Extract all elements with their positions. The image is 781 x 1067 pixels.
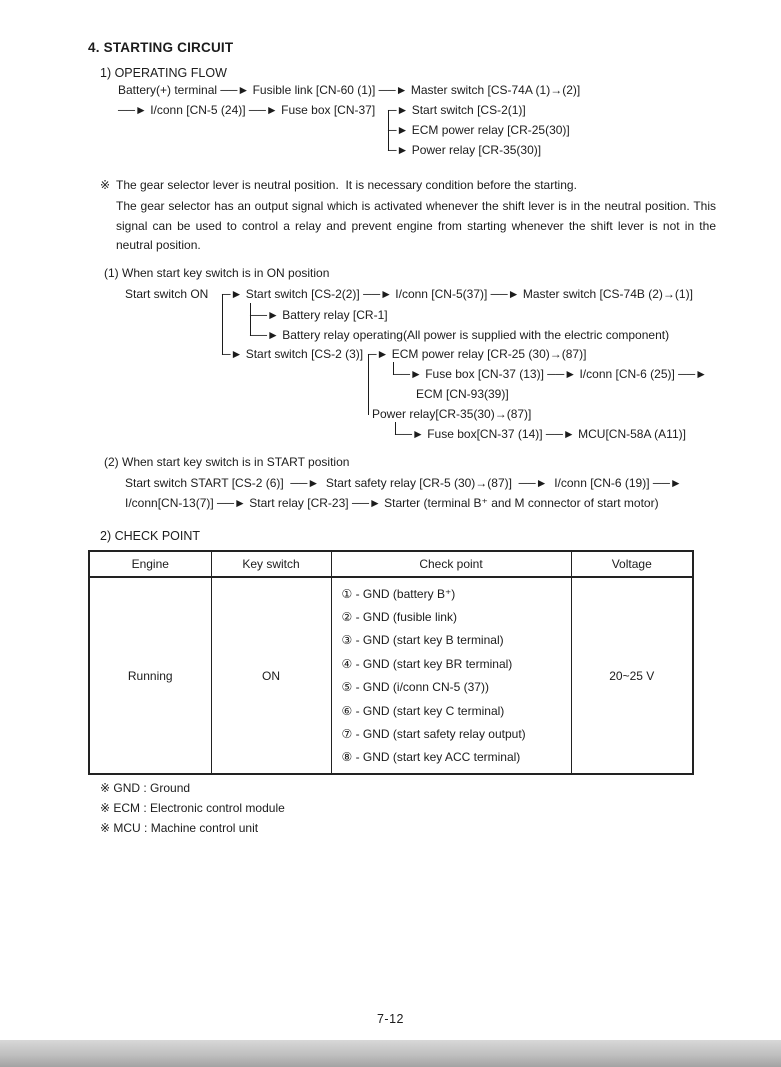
on-flow-branch-top: ─► Start switch [CS-2(2)] ──► I/conn [CN-5(37)] ──► Master switch [CS-74B (2)→(1)]: [222, 287, 693, 301]
flow-branch-start-switch: ─► Start switch [CS-2(1)]: [388, 103, 526, 117]
flow-line-1: Battery(+) terminal ──► Fusible link [CN-60 (1)] ──► Master switch [CS-74A (1)→(2)]: [118, 83, 581, 97]
branch-connector-line: [222, 294, 223, 355]
check-point-table: [88, 550, 694, 775]
check-point-item-7: ⑦ - GND (start safety relay output): [341, 727, 526, 742]
table-header-row: [89, 551, 693, 577]
check-point-heading: 2) CHECK POINT: [100, 529, 201, 543]
page-number: 7-12: [376, 1012, 405, 1026]
check-point-item-5: ⑤ - GND (i/conn CN-5 (37)): [341, 680, 489, 695]
section-title: 4. STARTING CIRCUIT: [88, 40, 234, 55]
start-flow-line-1: Start switch START [CS-2 (6)] ──► Start safety relay [CR-5 (30)→(87)] ──► I/conn [CN-6 (19)] ──►: [125, 476, 682, 490]
flow-branch-ecm-relay: ─► ECM power relay [CR-25(30)]: [388, 123, 570, 137]
key-switch-value: ON: [211, 577, 331, 774]
on-flow-battery-relay-operating: ──► Battery relay operating(All power is supplied with the electric component): [250, 328, 670, 342]
start-position-heading: (2) When start key switch is in START position: [104, 455, 350, 469]
voltage-value: 20~25 V: [571, 577, 693, 774]
column-header-key-switch: Key switch: [211, 551, 331, 577]
column-header-engine: Engine: [89, 551, 211, 577]
note-paragraph: The gear selector has an output signal which is activated whenever the shift lever is in the neutral position. This signal can be used to control a relay and prevent engine from starting whenever the shift lever is not in the neutral position.: [116, 199, 716, 252]
column-header-check-point: Check point: [331, 551, 571, 577]
footnote-ecm: ※ ECM : Electronic control module: [100, 801, 285, 815]
check-point-list: [331, 577, 571, 774]
check-point-item-3: ③ - GND (start key B terminal): [341, 633, 504, 648]
on-flow-power-relay: Power relay[CR-35(30)→(87)]: [372, 407, 532, 421]
check-point-item-2: ② - GND (fusible link): [341, 610, 457, 625]
flow-branch-power-relay: ─► Power relay [CR-35(30)]: [388, 143, 542, 157]
start-flow-line-2: I/conn[CN-13(7)] ──► Start relay [CR-23] ──► Starter (terminal B⁺ and M connector of start motor): [125, 496, 659, 510]
branch-connector-line: [368, 354, 369, 415]
engine-value: Running: [89, 577, 211, 774]
check-point-item-1: ① - GND (battery B⁺): [341, 586, 456, 601]
flow-line-2: ──► I/conn [CN-5 (24)] ──► Fuse box [CN-37]: [118, 103, 376, 117]
check-point-item-8: ⑧ - GND (start key ACC terminal): [341, 750, 521, 765]
footnote-mcu: ※ MCU : Machine control unit: [100, 821, 259, 835]
operating-flow-heading: 1) OPERATING FLOW: [100, 66, 227, 80]
on-flow-root: Start switch ON: [125, 287, 209, 301]
column-header-voltage: Voltage: [571, 551, 693, 577]
note-marker: ※: [100, 178, 111, 192]
on-flow-branch-bottom: ─► Start switch [CS-2 (3)]: [222, 347, 364, 361]
on-flow-battery-relay: ──► Battery relay [CR-1]: [250, 308, 388, 322]
check-point-item-4: ④ - GND (start key BR terminal): [341, 656, 513, 671]
on-flow-ecm-fuse-cont: ECM [CN-93(39)]: [416, 387, 509, 401]
on-position-heading: (1) When start key switch is in ON position: [104, 266, 330, 280]
footnote-gnd: ※ GND : Ground: [100, 781, 191, 795]
on-flow-ecm-fuse-line: ──► Fuse box [CN-37 (13)] ──► I/conn [CN-6 (25)] ──►: [393, 367, 708, 381]
table-data-row: [89, 577, 693, 774]
on-flow-power-fuse-line: ──► Fuse box[CN-37 (14)] ──► MCU[CN-58A (A11)]: [395, 427, 686, 441]
page-edge-shadow: [0, 1040, 781, 1067]
on-flow-ecm-power-relay: ─► ECM power relay [CR-25 (30)→(87)]: [368, 347, 587, 361]
note-line-1: The gear selector lever is neutral position. It is necessary condition before the starting.: [116, 178, 577, 192]
check-point-item-6: ⑥ - GND (start key C terminal): [341, 703, 505, 718]
